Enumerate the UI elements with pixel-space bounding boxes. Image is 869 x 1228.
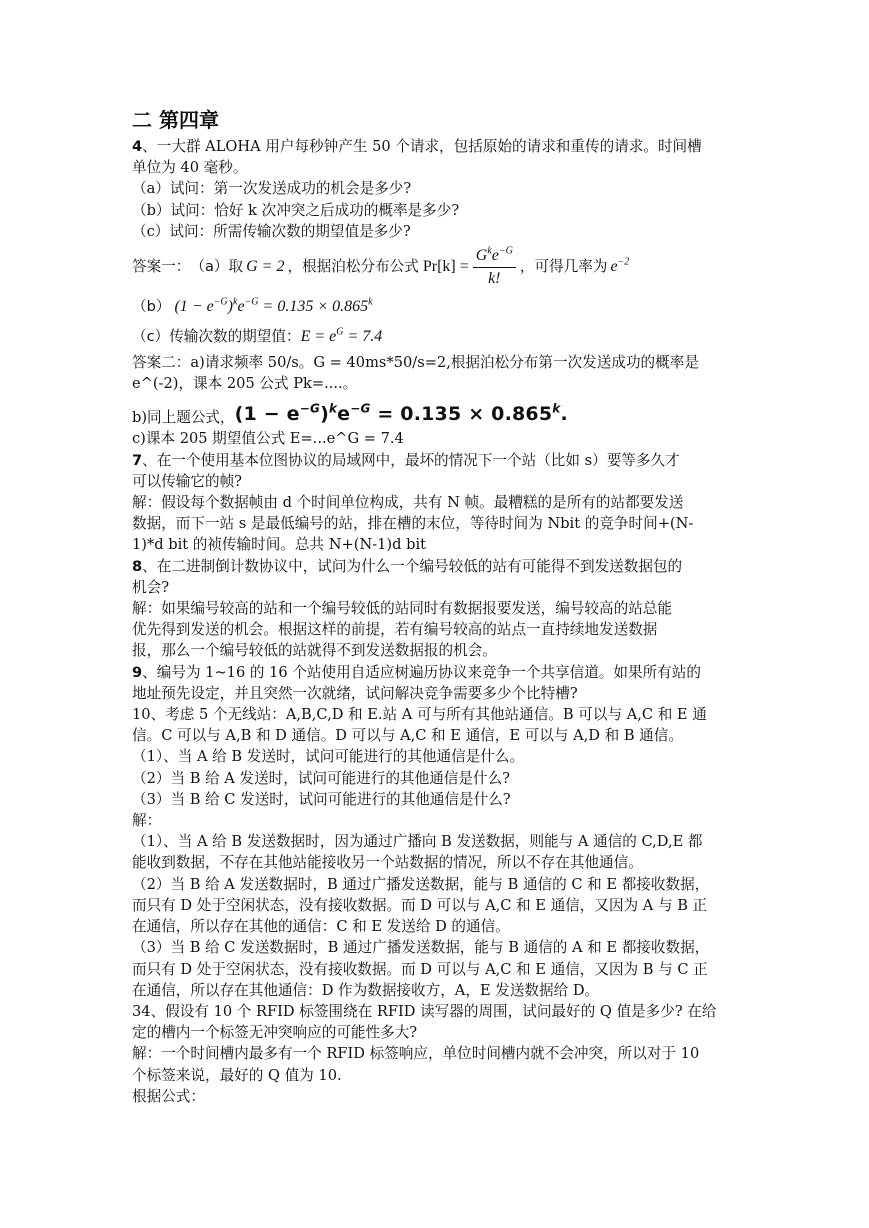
solution-10-2-cont: 在通信，所以存在其他的通信：C 和 E 发送给 D 的通信。 [132, 918, 510, 936]
question-number: 7 [132, 451, 143, 469]
result-formula: $e^{-2}$ [610, 257, 630, 276]
question-10-3: （3）当 B 给 C 发送时，试问可能进行的其他通信是什么? [132, 790, 511, 808]
solution-8-cont: 优先得到发送的机会。根据这样的前提，若有编号较高的站点一直持续地发送数据 [132, 621, 658, 639]
question-4c: （c）试问：所需传输次数的期望值是多少? [132, 222, 411, 240]
question-number: 9 [132, 663, 143, 681]
solution-10-3-cont: 在通信，所以存在其他通信：D 作为数据接收方，A，E 发送数据给 D。 [132, 981, 600, 999]
formula-image: $(1 - e^{-G})^ke^{-G} = 0.135 \times 0.865^k$. [234, 401, 568, 426]
formula-b: $(1 - e^{-G})^ke^{-G} = 0.135 \times 0.865^k$ [174, 297, 373, 316]
question-34-cont: 定的槽内一个标签无冲突响应的可能性多大? [132, 1024, 418, 1042]
answer-one-c: （c）传输次数的期望值： $E = e^G = 7.4$ [132, 322, 742, 352]
poisson-fraction: $\frac{G^ke^{-G}}{k!}$ [473, 247, 516, 288]
answer-one-b: （b） $(1 - e^{-G})^ke^{-G} = 0.135 \times 0.865^k$ [132, 292, 742, 322]
answer-one-a: 答案一： （a）取 G = 2 ，根据泊松分布公式 Pr[k] = $\frac{G^ke^{-G}}{k!}$ ，可得几率为 $e^{-2}$ [132, 245, 630, 287]
solution-10-1-cont: 能收到数据，不存在其他站能接收另一个站数据的情况，所以不存在其他通信。 [132, 854, 643, 872]
question-10-cont: 信。C 可以与 A,B 和 D 通信。D 可以与 A,C 和 E 通信，E 可以与 A,D 和 B 通信。 [132, 727, 683, 745]
solution-34-cont: 个标签来说，最好的 Q 值为 10. [132, 1066, 342, 1084]
solution-7: 解：假设每个数据帧由 d 个时间单位构成，共有 N 帧。最糟糕的是所有的站都要发送 [132, 494, 684, 512]
solution-34-formula-label: 根据公式： [132, 1087, 205, 1105]
question-4: 4、一大群 ALOHA 用户每秒钟产生 50 个请求，包括原始的请求和重传的请求。时间槽 [132, 138, 702, 155]
solution-10-2: （2）当 B 给 A 发送数据时，B 通过广播发送数据，能与 B 通信的 C 和 E 都接收数据， [132, 875, 710, 893]
question-10: 10、考虑 5 个无线站：A,B,C,D 和 E.站 A 可与所有其他站通信。B 可以与 A,C 和 E 通 [132, 706, 707, 724]
solution-10-2-cont: 而只有 D 处于空闲状态，没有接收数据。而 D 可以与 A,C 和 E 通信，又因为 A 与 B 正 [132, 896, 708, 914]
question-7: 7、在一个使用基本位图协议的局域网中，最坏的情况下一个站（比如 s）要等多久才 [132, 451, 680, 469]
formula-c: $E = e^G = 7.4$ [300, 327, 383, 346]
question-number: 4 [132, 138, 143, 155]
poisson-formula: Pr[k] = [422, 258, 469, 276]
question-8: 8、在二进制倒计数协议中，试问为什么一个编号较低的站有可能得不到发送数据包的 [132, 557, 683, 575]
question-9: 9、编号为 1~16 的 16 个站使用自适应树遍历协议来竞争一个共享信道。如果所有站的 [132, 663, 701, 681]
answer-two-a: 答案二：a)请求频率 50/s。G = 40ms*50/s=2,根据泊松分布第一次发送成功的概率是 [132, 354, 699, 372]
solution-8: 解：如果编号较高的站和一个编号较低的站同时有数据报要发送，编号较高的站总能 [132, 600, 672, 618]
question-4a: （a）试问：第一次发送成功的机会是多少? [132, 180, 412, 198]
question-4b: （b）试问：恰好 k 次冲突之后成功的概率是多少? [132, 201, 460, 219]
solution-10-1: （1）、当 A 给 B 发送数据时，因为通过广播向 B 发送数据，则能与 A 通信的 C,D,E 都 [132, 833, 703, 851]
solution-7-cont: 1)*d bit 的祯传输时间。总共 N+(N-1)d bit [132, 536, 426, 554]
question-number: 8 [132, 557, 143, 575]
document-content [132, 106, 742, 1107]
solution-10-3-cont: 而只有 D 处于空闲状态，没有接收数据。而 D 可以与 A,C 和 E 通信，又因为 B 与 C 正 [132, 960, 708, 978]
answer-two-c: c)课本 205 期望值公式 E=...e^G = 7.4 [132, 430, 404, 448]
question-9-cont: 地址预先设定，并且突然一次就绪，试问解决竞争需要多少个比特槽? [132, 684, 578, 702]
solution-10-3: （3）当 B 给 C 发送数据时，B 通过广播发送数据，能与 B 通信的 A 和 E 都接收数据， [132, 939, 710, 957]
question-34: 34、假设有 10 个 RFID 标签围绕在 RFID 读写器的周围，试问最好的 Q 值是多少? 在给 [132, 1002, 717, 1020]
question-7-cont: 可以传输它的帧? [132, 472, 242, 490]
question-8-cont: 机会? [132, 578, 170, 596]
solution-10-label: 解： [132, 812, 162, 830]
question-10-2: （2）当 B 给 A 发送时，试问可能进行的其他通信是什么? [132, 769, 510, 787]
solution-8-cont: 报，那么一个编号较低的站就得不到发送数据报的机会。 [132, 642, 497, 660]
solution-34: 解：一个时间槽内最多有一个 RFID 标签响应，单位时间槽内就不会冲突，所以对于 10 [132, 1045, 700, 1063]
solution-7-cont: 数据，而下一站 s 是最低编号的站，排在槽的末位，等待时间为 Nbit 的竞争时间+(N- [132, 515, 694, 533]
question-10-1: （1）、当 A 给 B 发送时，试问可能进行的其他通信是什么。 [132, 748, 525, 766]
answer-two-a-cont: e^(-2)，课本 205 公式 Pk=....。 [132, 375, 358, 393]
question-4-cont: 单位为 40 毫秒。 [132, 159, 248, 177]
answer-two-b: b)同上题公式， $(1 - e^{-G})^ke^{-G} = 0.135 \times 0.865^k$. [132, 401, 568, 427]
chapter-heading: 二 第四章 [132, 108, 219, 132]
